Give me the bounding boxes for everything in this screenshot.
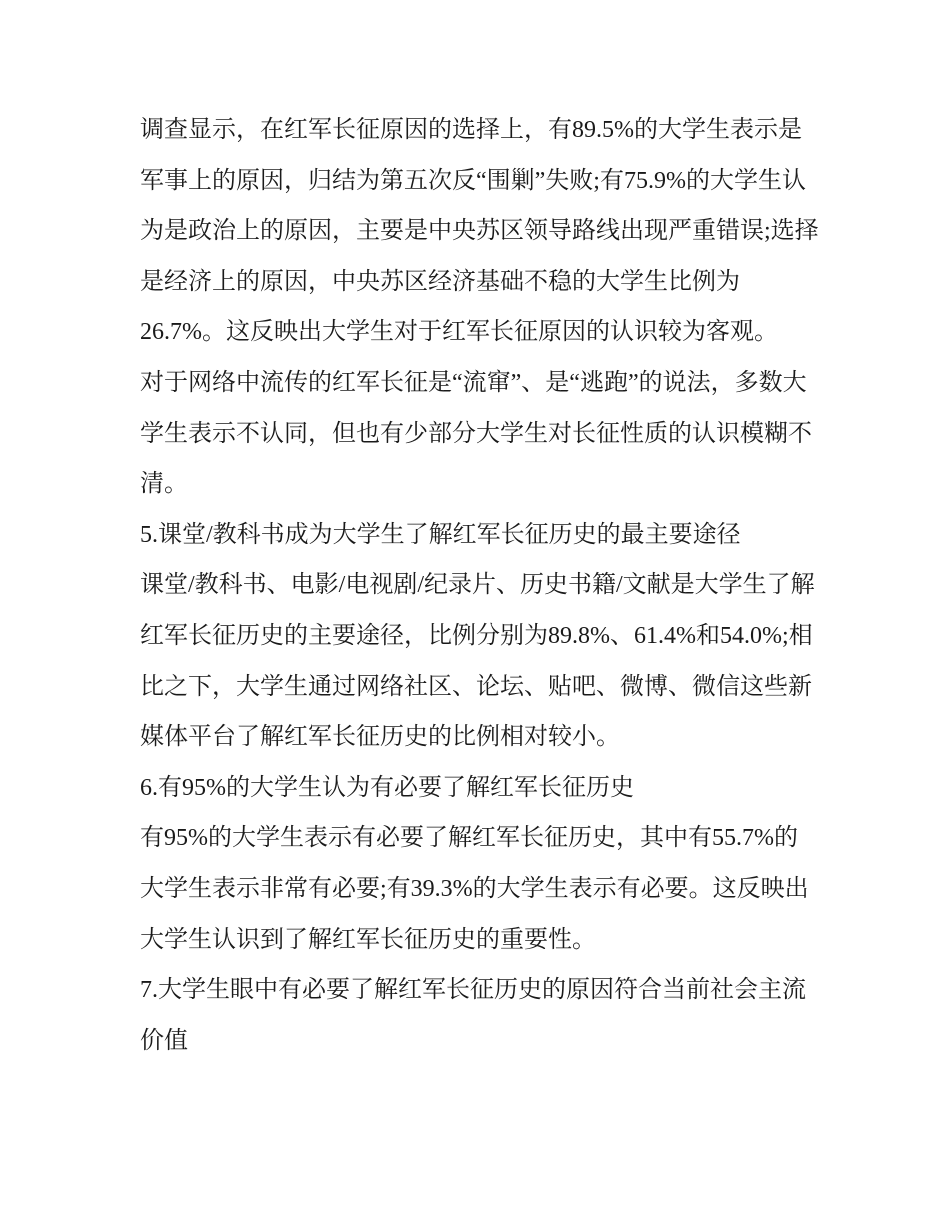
paragraph-learning-channels: 课堂/教科书、电影/电视剧/纪录片、历史书籍/文献是大学生了解红军长征历史的主要途径，比例分别为89.8%、61.4%和54.0%;相比之下，大学生通过网络社区、论坛、贴吧、微博、微信这些新媒体平台了解红军长征历史的比例相对较小。: [140, 572, 815, 751]
heading-section-7: 7.大学生眼中有必要了解红军长征历史的原因符合当前社会主流价值: [140, 977, 806, 1054]
heading-section-6: 6.有95%的大学生认为有必要了解红军长征历史: [140, 774, 634, 801]
heading-section-5: 5.课堂/教科书成为大学生了解红军长征历史的最主要途径: [140, 521, 741, 548]
paragraph-survey-reasons: 调查显示，在红军长征原因的选择上，有89.5%的大学生表示是军事上的原因，归结为第五次反“围剿”失败;有75.9%的大学生认为是政治上的原因，主要是中央苏区领导路线出现严重错误;选择是经济上的原因，中央苏区经济基础不稳的大学生比例为26.7%。这反映出大学生对于红军长征原因的认识较为客观。: [140, 117, 819, 346]
document-page: [140, 105, 820, 1066]
paragraph-necessity: 有95%的大学生表示有必要了解红军长征历史，其中有55.7%的大学生表示非常有必要;有39.3%的大学生表示有必要。这反映出大学生认识到了解红军长征历史的重要性。: [140, 825, 809, 953]
paragraph-online-claims: 对于网络中流传的红军长征是“流窜”、是“逃跑”的说法，多数大学生表示不认同，但也有少部分大学生对长征性质的认识模糊不清。: [140, 369, 812, 498]
